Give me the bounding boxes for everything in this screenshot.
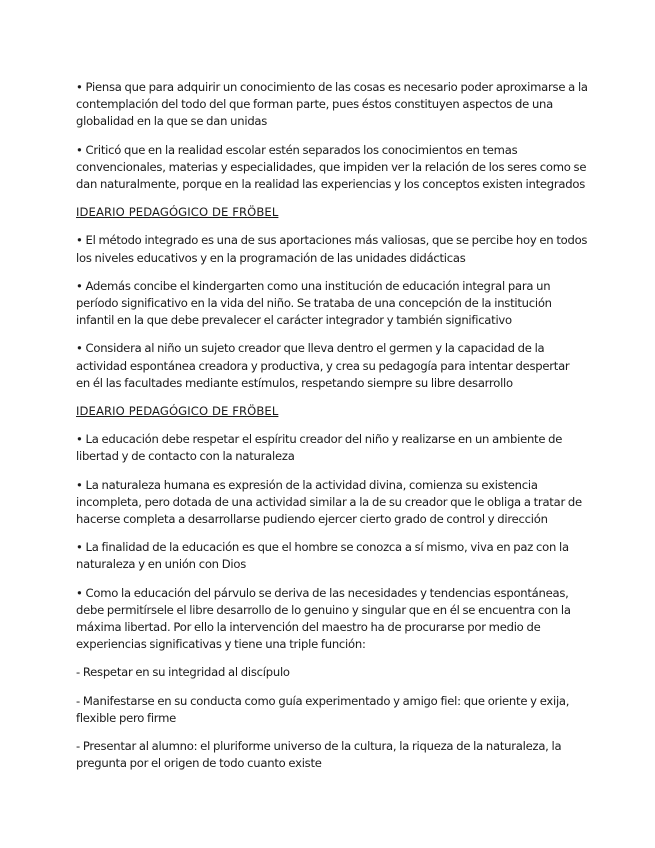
text-line: globalidad en la que se dan unidas	[76, 114, 268, 129]
paragraph-sujeto-creador	[76, 340, 581, 392]
paragraph-naturaleza-humana	[76, 477, 581, 529]
list-item-manifestarse	[76, 693, 581, 727]
text-line: • Piensa que para adquirir un conocimiento de las cosas es necesario poder aproximarse a la	[76, 80, 588, 94]
text-line: - Respetar en su integridad al discípulo	[76, 665, 290, 680]
list-item-presentar	[76, 738, 581, 772]
text-line: los niveles educativos y en la programación de las unidades didácticas	[76, 250, 466, 265]
paragraph-finalidad	[76, 539, 581, 573]
text-line: período significativo en la vida del niño. Se trataba de una concepción de la institución	[76, 296, 552, 311]
text-line: • La naturaleza humana es expresión de la actividad divina, comienza su existencia	[76, 477, 538, 492]
text-line: experiencias significativas y tiene una triple función:	[76, 637, 366, 652]
text-line: - Manifestarse en su conducta como guía experimentado y amigo fiel: que oriente y exija,	[76, 693, 570, 708]
text-line: dan naturalmente, porque en la realidad las experiencias y los conceptos existen integrados	[76, 177, 586, 192]
text-line: pregunta por el origen de todo cuanto existe	[76, 756, 322, 771]
text-line: actividad espontánea creadora y productiva, y crea su pedagogía para intentar despertar	[76, 358, 570, 373]
text-line: hacerse completa a desarrollarse pudiendo ejercer cierto grado de control y dirección	[76, 512, 548, 527]
text-line: • La finalidad de la educación es que el hombre se conozca a sí mismo, viva en paz con la	[76, 540, 569, 555]
text-line: debe permitírsele el libre desarrollo de lo genuino y singular que en él se encuentra con la	[76, 602, 571, 617]
paragraph-espiritu-creador	[76, 431, 581, 465]
text-line: incompleta, pero dotada de una actividad similar a la de su creador que le obliga a tratar de	[76, 494, 582, 509]
text-line: • Como la educación del párvulo se deriva de las necesidades y tendencias espontáneas,	[76, 585, 569, 600]
text-line: • Además concibe el kindergarten como una institución de educación integral para un	[76, 278, 551, 293]
text-line: • La educación debe respetar el espíritu creador del niño y realizarse en un ambiente de	[76, 432, 563, 447]
text-line: - Presentar al alumno: el pluriforme universo de la cultura, la riqueza de la naturaleza, la	[76, 739, 562, 754]
section-heading-ideario-2: IDEARIO PEDAGÓGICO DE FRÖBEL	[76, 404, 279, 419]
paragraph-parvulo	[76, 585, 581, 654]
text-line: naturaleza y en unión con Dios	[76, 557, 246, 572]
paragraph-kindergarten	[76, 278, 581, 330]
text-line: contemplación del todo del que forman parte, pues éstos constituyen aspectos de una	[76, 97, 553, 112]
text-line: • Criticó que en la realidad escolar estén separados los conocimientos en temas	[76, 142, 518, 157]
text-line: flexible pero firme	[76, 710, 177, 725]
text-line: en él las facultades mediante estímulos, respetando siempre su libre desarrollo	[76, 375, 513, 390]
paragraph-metodo-integrado	[76, 232, 588, 266]
list-item-respetar	[76, 664, 581, 681]
text-line: • Considera al niño un sujeto creador que lleva dentro el germen y la capacidad de la	[76, 341, 545, 356]
text-line: • El método integrado es una de sus aportaciones más valiosas, que se percibe hoy en todos	[76, 233, 588, 248]
text-line: infantil en la que debe prevalecer el carácter integrador y también significativo	[76, 313, 512, 328]
text-line: máxima libertad. Por ello la intervención del maestro ha de procurarse por medio de	[76, 620, 541, 635]
paragraph-aproximarse	[76, 79, 588, 131]
text-line: convencionales, materias y especialidades, que impiden ver la relación de los seres como se	[76, 159, 587, 174]
section-heading-ideario-1: IDEARIO PEDAGÓGICO DE FRÖBEL	[76, 205, 279, 220]
document-page	[76, 79, 588, 784]
paragraph-critica-escolar	[76, 142, 587, 194]
text-line: libertad y de contacto con la naturaleza	[76, 449, 295, 464]
